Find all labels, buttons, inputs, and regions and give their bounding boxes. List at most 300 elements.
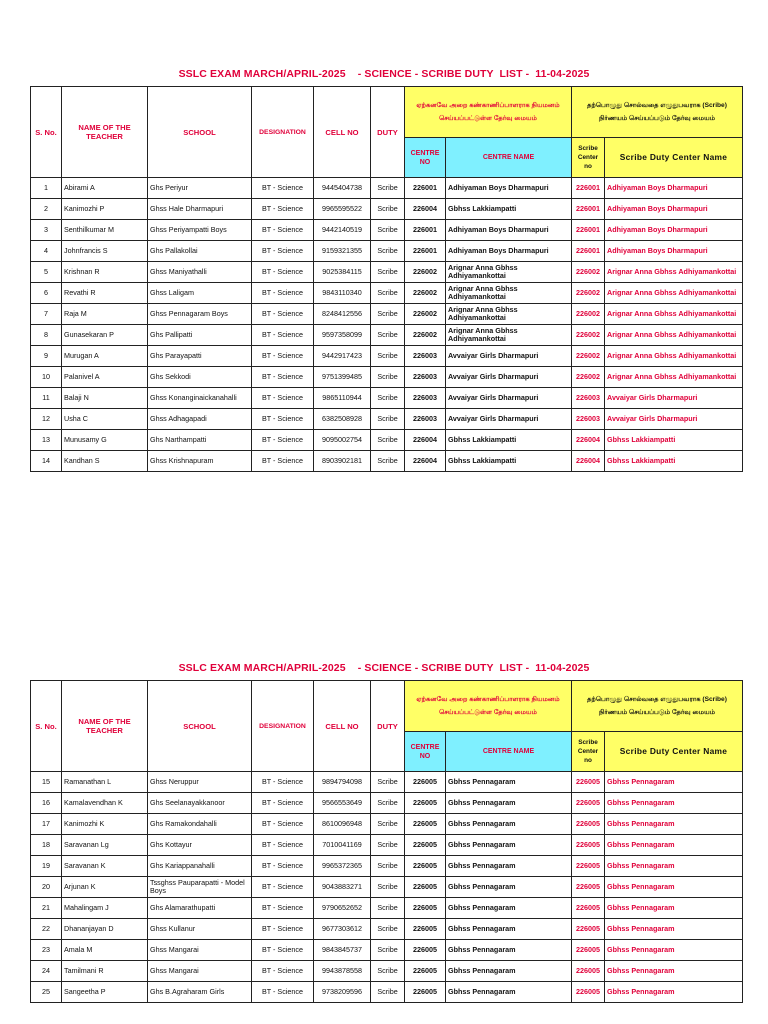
- cell-teacher-name: Mahalingam J: [62, 898, 148, 919]
- cell-designation: BT - Science: [252, 346, 314, 367]
- cell-scribe-centre-no: 226005: [572, 919, 605, 940]
- cell-phone: 8903902181: [314, 451, 371, 472]
- cell-centre-no: 226005: [405, 940, 446, 961]
- table-row: [31, 220, 743, 241]
- header-centre-no: CENTRE NO: [405, 138, 446, 178]
- cell-school: Ghs Ramakondahalli: [148, 814, 252, 835]
- cell-centre-no: 226003: [405, 346, 446, 367]
- cell-phone: 9843110340: [314, 283, 371, 304]
- cell-scribe-centre-name: Arignar Anna Gbhss Adhiyamankottai: [605, 262, 743, 283]
- table-row: [31, 877, 743, 898]
- cell-centre-name: Adhiyaman Boys Dharmapuri: [446, 220, 572, 241]
- cell-teacher-name: Senthilkumar M: [62, 220, 148, 241]
- cell-duty: Scribe: [371, 898, 405, 919]
- table-row: [31, 430, 743, 451]
- cell-sno: 5: [31, 262, 62, 283]
- cell-teacher-name: Kamalavendhan K: [62, 793, 148, 814]
- cell-phone: 9751399485: [314, 367, 371, 388]
- cell-duty: Scribe: [371, 325, 405, 346]
- cell-phone: 9943878558: [314, 961, 371, 982]
- cell-centre-no: 226002: [405, 283, 446, 304]
- table-row: [31, 283, 743, 304]
- table-row: [31, 793, 743, 814]
- cell-scribe-centre-name: Gbhss Pennagaram: [605, 877, 743, 898]
- cell-scribe-centre-name: Adhiyaman Boys Dharmapuri: [605, 178, 743, 199]
- cell-sno: 12: [31, 409, 62, 430]
- cell-teacher-name: Johnfrancis S: [62, 241, 148, 262]
- section-1-title: SSLC EXAM MARCH/APRIL-2025 - SCIENCE - SCRIBE DUTY LIST - 11-04-2025: [178, 68, 590, 80]
- table-row: [31, 325, 743, 346]
- cell-scribe-centre-name: Gbhss Pennagaram: [605, 814, 743, 835]
- cell-centre-no: 226002: [405, 304, 446, 325]
- cell-school: Ghs Periyur: [148, 178, 252, 199]
- cell-scribe-centre-name: Gbhss Pennagaram: [605, 835, 743, 856]
- cell-designation: BT - Science: [252, 982, 314, 1003]
- header-school: SCHOOL: [148, 87, 252, 178]
- cell-sno: 10: [31, 367, 62, 388]
- cell-sno: 19: [31, 856, 62, 877]
- cell-centre-no: 226003: [405, 409, 446, 430]
- cell-teacher-name: Kandhan S: [62, 451, 148, 472]
- cell-school: Ghss Mangarai: [148, 961, 252, 982]
- cell-teacher-name: Murugan A: [62, 346, 148, 367]
- cell-centre-name: Adhiyaman Boys Dharmapuri: [446, 241, 572, 262]
- cell-duty: Scribe: [371, 304, 405, 325]
- cell-school: Ghs Kottayur: [148, 835, 252, 856]
- cell-teacher-name: Usha C: [62, 409, 148, 430]
- cell-scribe-centre-name: Gbhss Lakkiampatti: [605, 451, 743, 472]
- cell-designation: BT - Science: [252, 898, 314, 919]
- cell-designation: BT - Science: [252, 835, 314, 856]
- cell-teacher-name: Ramanathan L: [62, 772, 148, 793]
- header-scribe-no: Scribe Center no: [572, 732, 605, 772]
- cell-scribe-centre-name: Gbhss Pennagaram: [605, 793, 743, 814]
- cell-designation: BT - Science: [252, 409, 314, 430]
- cell-scribe-centre-no: 226002: [572, 325, 605, 346]
- cell-duty: Scribe: [371, 814, 405, 835]
- cell-teacher-name: Revathi R: [62, 283, 148, 304]
- table-row: [31, 367, 743, 388]
- header-designation: DESIGNATION: [252, 681, 314, 772]
- cell-sno: 18: [31, 835, 62, 856]
- cell-scribe-centre-name: Adhiyaman Boys Dharmapuri: [605, 220, 743, 241]
- cell-centre-name: Gbhss Pennagaram: [446, 877, 572, 898]
- cell-duty: Scribe: [371, 940, 405, 961]
- cell-duty: Scribe: [371, 199, 405, 220]
- cell-school: Ghss Krishnapuram: [148, 451, 252, 472]
- cell-centre-name: Avvaiyar Girls Dharmapuri: [446, 388, 572, 409]
- cell-designation: BT - Science: [252, 430, 314, 451]
- cell-scribe-centre-no: 226005: [572, 940, 605, 961]
- cell-centre-name: Gbhss Pennagaram: [446, 982, 572, 1003]
- cell-school: Ghss Mangarai: [148, 940, 252, 961]
- table-row: [31, 241, 743, 262]
- cell-scribe-centre-no: 226005: [572, 877, 605, 898]
- table-row: [31, 856, 743, 877]
- cell-duty: Scribe: [371, 961, 405, 982]
- cell-school: Ghs B.Agraharam Girls: [148, 982, 252, 1003]
- header-designation: DESIGNATION: [252, 87, 314, 178]
- cell-centre-no: 226001: [405, 220, 446, 241]
- cell-duty: Scribe: [371, 241, 405, 262]
- cell-designation: BT - Science: [252, 367, 314, 388]
- cell-scribe-centre-no: 226003: [572, 388, 605, 409]
- cell-scribe-centre-no: 226002: [572, 283, 605, 304]
- cell-designation: BT - Science: [252, 793, 314, 814]
- cell-centre-no: 226005: [405, 919, 446, 940]
- cell-sno: 8: [31, 325, 62, 346]
- cell-school: Ghs Parayapatti: [148, 346, 252, 367]
- header-centre-name: CENTRE NAME: [446, 732, 572, 772]
- cell-teacher-name: Kanimozhi P: [62, 199, 148, 220]
- header-sno: S. No.: [31, 681, 62, 772]
- cell-centre-name: Gbhss Pennagaram: [446, 898, 572, 919]
- cell-sno: 9: [31, 346, 62, 367]
- cell-school: Ghss Periyampatti Boys: [148, 220, 252, 241]
- cell-sno: 11: [31, 388, 62, 409]
- header-scribe-centre: தற்பொழுது சொல்வதை எழுதுபவராக (Scribe) நிர்ணயம் செய்யப்படும் தேர்வு மையம்: [572, 87, 743, 138]
- cell-phone: 9843845737: [314, 940, 371, 961]
- cell-duty: Scribe: [371, 793, 405, 814]
- header-centre-name: CENTRE NAME: [446, 138, 572, 178]
- section-2-title: SSLC EXAM MARCH/APRIL-2025 - SCIENCE - SCRIBE DUTY LIST - 11-04-2025: [178, 662, 590, 674]
- cell-centre-name: Gbhss Lakkiampatti: [446, 430, 572, 451]
- cell-centre-no: 226005: [405, 814, 446, 835]
- cell-school: Ghs Narthampatti: [148, 430, 252, 451]
- cell-school: Ghss Adhagapadi: [148, 409, 252, 430]
- cell-sno: 25: [31, 982, 62, 1003]
- cell-phone: 9677303612: [314, 919, 371, 940]
- cell-centre-name: Gbhss Pennagaram: [446, 961, 572, 982]
- cell-scribe-centre-name: Gbhss Pennagaram: [605, 982, 743, 1003]
- table-row: [31, 451, 743, 472]
- cell-centre-no: 226005: [405, 835, 446, 856]
- cell-sno: 23: [31, 940, 62, 961]
- cell-centre-name: Arignar Anna Gbhss Adhiyamankottai: [446, 283, 572, 304]
- table-row: [31, 346, 743, 367]
- header-sno: S. No.: [31, 87, 62, 178]
- cell-teacher-name: Balaji N: [62, 388, 148, 409]
- cell-designation: BT - Science: [252, 178, 314, 199]
- cell-teacher-name: Amala M: [62, 940, 148, 961]
- cell-duty: Scribe: [371, 346, 405, 367]
- cell-school: Ghs Kariappanahalli: [148, 856, 252, 877]
- cell-designation: BT - Science: [252, 961, 314, 982]
- cell-scribe-centre-no: 226002: [572, 304, 605, 325]
- cell-scribe-centre-no: 226005: [572, 814, 605, 835]
- cell-sno: 7: [31, 304, 62, 325]
- cell-centre-no: 226004: [405, 199, 446, 220]
- cell-phone: 9445404738: [314, 178, 371, 199]
- cell-sno: 20: [31, 877, 62, 898]
- table-row: [31, 835, 743, 856]
- header-scribe-name: Scribe Duty Center Name: [605, 138, 743, 178]
- cell-duty: Scribe: [371, 451, 405, 472]
- cell-centre-name: Arignar Anna Gbhss Adhiyamankottai: [446, 304, 572, 325]
- cell-centre-no: 226002: [405, 325, 446, 346]
- duty-table-2: [30, 680, 743, 1003]
- header-cell: CELL NO: [314, 681, 371, 772]
- cell-duty: Scribe: [371, 409, 405, 430]
- header-duty: DUTY: [371, 681, 405, 772]
- cell-duty: Scribe: [371, 430, 405, 451]
- cell-duty: Scribe: [371, 262, 405, 283]
- cell-centre-name: Avvaiyar Girls Dharmapuri: [446, 409, 572, 430]
- cell-centre-name: Gbhss Pennagaram: [446, 772, 572, 793]
- cell-sno: 1: [31, 178, 62, 199]
- cell-scribe-centre-name: Gbhss Pennagaram: [605, 961, 743, 982]
- cell-school: Ghs Alamarathupatti: [148, 898, 252, 919]
- cell-designation: BT - Science: [252, 877, 314, 898]
- cell-school: Ghss Konanginaickanahalli: [148, 388, 252, 409]
- cell-teacher-name: Saravanan Lg: [62, 835, 148, 856]
- cell-centre-name: Avvaiyar Girls Dharmapuri: [446, 346, 572, 367]
- cell-sno: 17: [31, 814, 62, 835]
- cell-phone: 9790652652: [314, 898, 371, 919]
- cell-phone: 9442917423: [314, 346, 371, 367]
- cell-centre-name: Arignar Anna Gbhss Adhiyamankottai: [446, 325, 572, 346]
- cell-centre-no: 226005: [405, 793, 446, 814]
- cell-phone: 9025384115: [314, 262, 371, 283]
- cell-centre-name: Gbhss Pennagaram: [446, 940, 572, 961]
- cell-scribe-centre-name: Avvaiyar Girls Dharmapuri: [605, 388, 743, 409]
- cell-centre-no: 226005: [405, 877, 446, 898]
- cell-scribe-centre-name: Arignar Anna Gbhss Adhiyamankottai: [605, 346, 743, 367]
- cell-sno: 13: [31, 430, 62, 451]
- cell-scribe-centre-name: Adhiyaman Boys Dharmapuri: [605, 241, 743, 262]
- cell-scribe-centre-name: Arignar Anna Gbhss Adhiyamankottai: [605, 283, 743, 304]
- header-centre-no: CENTRE NO: [405, 732, 446, 772]
- table-row: [31, 982, 743, 1003]
- cell-teacher-name: Gunasekaran P: [62, 325, 148, 346]
- cell-scribe-centre-name: Gbhss Lakkiampatti: [605, 430, 743, 451]
- cell-scribe-centre-no: 226001: [572, 241, 605, 262]
- cell-sno: 24: [31, 961, 62, 982]
- cell-teacher-name: Abirami A: [62, 178, 148, 199]
- cell-teacher-name: Tamilmani R: [62, 961, 148, 982]
- cell-sno: 2: [31, 199, 62, 220]
- cell-centre-no: 226005: [405, 856, 446, 877]
- cell-designation: BT - Science: [252, 262, 314, 283]
- cell-centre-no: 226005: [405, 898, 446, 919]
- cell-duty: Scribe: [371, 877, 405, 898]
- cell-designation: BT - Science: [252, 919, 314, 940]
- cell-scribe-centre-no: 226002: [572, 346, 605, 367]
- cell-scribe-centre-name: Gbhss Pennagaram: [605, 856, 743, 877]
- cell-school: Ghss Hale Dharmapuri: [148, 199, 252, 220]
- cell-scribe-centre-name: Gbhss Pennagaram: [605, 898, 743, 919]
- cell-scribe-centre-no: 226002: [572, 367, 605, 388]
- cell-centre-no: 226004: [405, 430, 446, 451]
- header-existing-centre: ஏற்கனவே அறை கண்காணிப்பாளராக நியமனம் செய்யப்பட்டுள்ள தேர்வு மையம்: [405, 681, 572, 732]
- table-row: [31, 178, 743, 199]
- cell-scribe-centre-name: Arignar Anna Gbhss Adhiyamankottai: [605, 304, 743, 325]
- cell-duty: Scribe: [371, 919, 405, 940]
- cell-sno: 15: [31, 772, 62, 793]
- table-row: [31, 772, 743, 793]
- cell-centre-no: 226003: [405, 367, 446, 388]
- cell-teacher-name: Sangeetha P: [62, 982, 148, 1003]
- cell-centre-no: 226003: [405, 388, 446, 409]
- cell-school: Ghss Kullanur: [148, 919, 252, 940]
- cell-school: Ghss Pennagaram Boys: [148, 304, 252, 325]
- cell-designation: BT - Science: [252, 856, 314, 877]
- cell-duty: Scribe: [371, 772, 405, 793]
- cell-scribe-centre-no: 226003: [572, 409, 605, 430]
- header-cell: CELL NO: [314, 87, 371, 178]
- cell-teacher-name: Saravanan K: [62, 856, 148, 877]
- header-name: NAME OF THE TEACHER: [62, 681, 148, 772]
- cell-phone: 9442140519: [314, 220, 371, 241]
- cell-scribe-centre-name: Adhiyaman Boys Dharmapuri: [605, 199, 743, 220]
- table-row: [31, 961, 743, 982]
- cell-duty: Scribe: [371, 982, 405, 1003]
- cell-sno: 21: [31, 898, 62, 919]
- header-duty: DUTY: [371, 87, 405, 178]
- cell-scribe-centre-no: 226005: [572, 835, 605, 856]
- table-row: [31, 409, 743, 430]
- table-row: [31, 199, 743, 220]
- cell-designation: BT - Science: [252, 199, 314, 220]
- cell-duty: Scribe: [371, 388, 405, 409]
- cell-scribe-centre-no: 226005: [572, 982, 605, 1003]
- cell-designation: BT - Science: [252, 220, 314, 241]
- cell-scribe-centre-name: Arignar Anna Gbhss Adhiyamankottai: [605, 367, 743, 388]
- cell-scribe-centre-no: 226005: [572, 772, 605, 793]
- cell-centre-no: 226001: [405, 178, 446, 199]
- cell-centre-name: Arignar Anna Gbhss Adhiyamankottai: [446, 262, 572, 283]
- table-row: [31, 898, 743, 919]
- cell-sno: 4: [31, 241, 62, 262]
- table-row: [31, 940, 743, 961]
- cell-school: Ghs Pallipatti: [148, 325, 252, 346]
- cell-duty: Scribe: [371, 220, 405, 241]
- cell-sno: 14: [31, 451, 62, 472]
- cell-school: Ghss Maniyathalli: [148, 262, 252, 283]
- cell-duty: Scribe: [371, 367, 405, 388]
- cell-school: Ghss Laligam: [148, 283, 252, 304]
- cell-sno: 16: [31, 793, 62, 814]
- cell-scribe-centre-no: 226001: [572, 178, 605, 199]
- cell-phone: 9095002754: [314, 430, 371, 451]
- cell-teacher-name: Kanimozhi K: [62, 814, 148, 835]
- cell-scribe-centre-no: 226004: [572, 430, 605, 451]
- table-row: [31, 388, 743, 409]
- cell-designation: BT - Science: [252, 388, 314, 409]
- cell-centre-name: Gbhss Pennagaram: [446, 814, 572, 835]
- cell-phone: 9965595522: [314, 199, 371, 220]
- cell-teacher-name: Palanivel A: [62, 367, 148, 388]
- cell-phone: 9043883271: [314, 877, 371, 898]
- header-name: NAME OF THE TEACHER: [62, 87, 148, 178]
- cell-phone: 9738209596: [314, 982, 371, 1003]
- cell-phone: 8248412556: [314, 304, 371, 325]
- cell-scribe-centre-no: 226005: [572, 898, 605, 919]
- cell-scribe-centre-name: Gbhss Pennagaram: [605, 940, 743, 961]
- cell-centre-no: 226005: [405, 982, 446, 1003]
- header-scribe-no: Scribe Center no: [572, 138, 605, 178]
- table-row: [31, 304, 743, 325]
- cell-school: Ghs Sekkodi: [148, 367, 252, 388]
- header-existing-centre: ஏற்கனவே அறை கண்காணிப்பாளராக நியமனம் செய்யப்பட்டுள்ள தேர்வு மையம்: [405, 87, 572, 138]
- cell-teacher-name: Dhananjayan D: [62, 919, 148, 940]
- cell-phone: 8610096948: [314, 814, 371, 835]
- cell-centre-name: Gbhss Pennagaram: [446, 835, 572, 856]
- cell-sno: 6: [31, 283, 62, 304]
- cell-designation: BT - Science: [252, 772, 314, 793]
- cell-school: Ghss Neruppur: [148, 772, 252, 793]
- cell-sno: 22: [31, 919, 62, 940]
- cell-centre-no: 226005: [405, 961, 446, 982]
- cell-scribe-centre-no: 226005: [572, 961, 605, 982]
- cell-centre-no: 226005: [405, 772, 446, 793]
- cell-centre-name: Gbhss Pennagaram: [446, 793, 572, 814]
- cell-centre-name: Gbhss Pennagaram: [446, 919, 572, 940]
- cell-designation: BT - Science: [252, 451, 314, 472]
- cell-phone: 9894794098: [314, 772, 371, 793]
- cell-scribe-centre-name: Avvaiyar Girls Dharmapuri: [605, 409, 743, 430]
- cell-duty: Scribe: [371, 178, 405, 199]
- cell-school: Tssghss Pauparapatti - Model Boys: [148, 877, 252, 898]
- cell-centre-name: Avvaiyar Girls Dharmapuri: [446, 367, 572, 388]
- cell-centre-no: 226004: [405, 451, 446, 472]
- cell-teacher-name: Krishnan R: [62, 262, 148, 283]
- cell-school: Ghs Pallakollai: [148, 241, 252, 262]
- duty-table-1: [30, 86, 743, 472]
- cell-scribe-centre-name: Arignar Anna Gbhss Adhiyamankottai: [605, 325, 743, 346]
- cell-centre-name: Gbhss Pennagaram: [446, 856, 572, 877]
- cell-phone: 7010041169: [314, 835, 371, 856]
- cell-phone: 9159321355: [314, 241, 371, 262]
- cell-scribe-centre-name: Gbhss Pennagaram: [605, 919, 743, 940]
- cell-scribe-centre-no: 226001: [572, 220, 605, 241]
- cell-teacher-name: Arjunan K: [62, 877, 148, 898]
- cell-phone: 9597358099: [314, 325, 371, 346]
- cell-phone: 6382508928: [314, 409, 371, 430]
- header-scribe-name: Scribe Duty Center Name: [605, 732, 743, 772]
- cell-designation: BT - Science: [252, 940, 314, 961]
- cell-sno: 3: [31, 220, 62, 241]
- cell-scribe-centre-name: Gbhss Pennagaram: [605, 772, 743, 793]
- cell-centre-name: Adhiyaman Boys Dharmapuri: [446, 178, 572, 199]
- cell-centre-name: Gbhss Lakkiampatti: [446, 451, 572, 472]
- cell-phone: 9566553649: [314, 793, 371, 814]
- cell-duty: Scribe: [371, 835, 405, 856]
- table-row: [31, 814, 743, 835]
- header-scribe-centre: தற்பொழுது சொல்வதை எழுதுபவராக (Scribe) நிர்ணயம் செய்யப்படும் தேர்வு மையம்: [572, 681, 743, 732]
- cell-teacher-name: Raja M: [62, 304, 148, 325]
- cell-designation: BT - Science: [252, 283, 314, 304]
- cell-phone: 9865110944: [314, 388, 371, 409]
- cell-designation: BT - Science: [252, 304, 314, 325]
- cell-school: Ghs Seelanayakkanoor: [148, 793, 252, 814]
- table-row: [31, 262, 743, 283]
- cell-designation: BT - Science: [252, 241, 314, 262]
- cell-designation: BT - Science: [252, 814, 314, 835]
- cell-centre-no: 226002: [405, 262, 446, 283]
- cell-scribe-centre-no: 226004: [572, 451, 605, 472]
- cell-teacher-name: Munusamy G: [62, 430, 148, 451]
- cell-duty: Scribe: [371, 283, 405, 304]
- table-row: [31, 919, 743, 940]
- cell-scribe-centre-no: 226002: [572, 262, 605, 283]
- cell-scribe-centre-no: 226001: [572, 199, 605, 220]
- cell-centre-name: Gbhss Lakkiampatti: [446, 199, 572, 220]
- cell-phone: 9965372365: [314, 856, 371, 877]
- header-school: SCHOOL: [148, 681, 252, 772]
- cell-designation: BT - Science: [252, 325, 314, 346]
- cell-centre-no: 226001: [405, 241, 446, 262]
